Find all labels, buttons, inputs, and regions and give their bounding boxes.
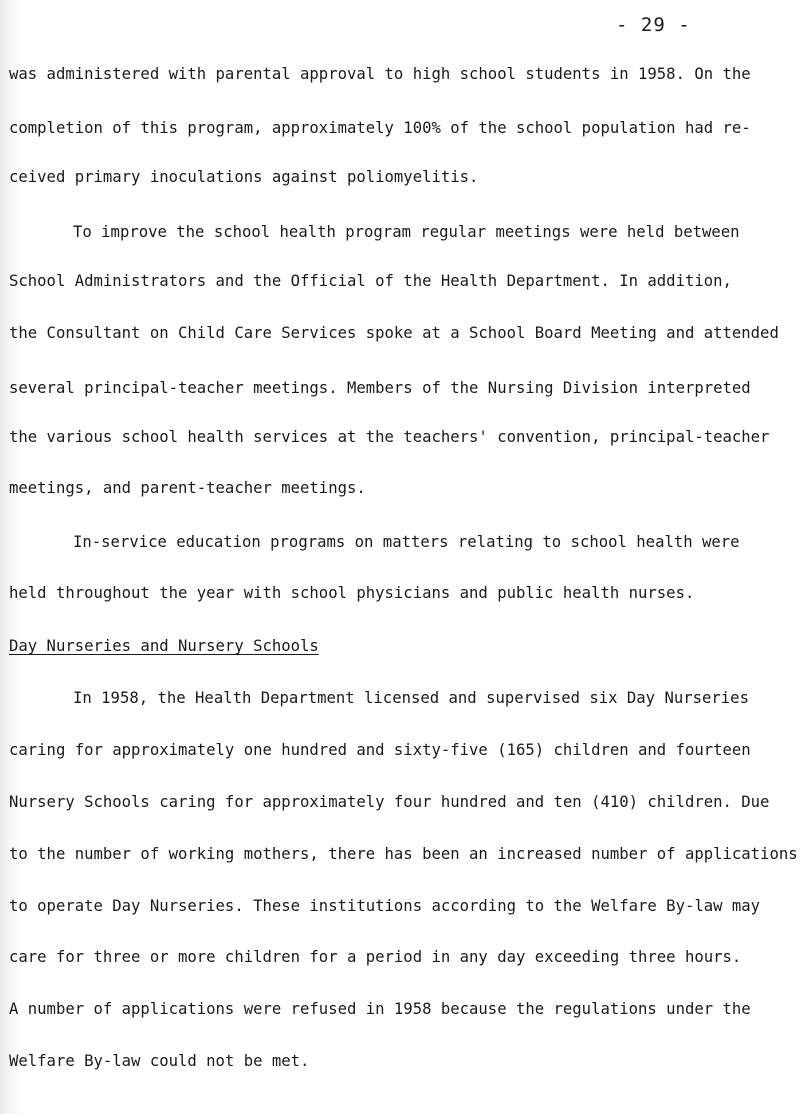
text-line: the Consultant on Child Care Services spoke at a School Board Meeting and attended [9,324,779,342]
text-line: was administered with parental approval to high school students in 1958. On the [9,65,751,83]
text-line: In-service education programs on matters relating to school health were [73,533,740,551]
text-line: several principal-teacher meetings. Members of the Nursing Division interpreted [9,379,751,397]
section-heading: Day Nurseries and Nursery Schools [9,637,319,655]
text-line: care for three or more children for a period in any day exceeding three hours. [9,948,742,966]
text-line: caring for approximately one hundred and sixty-five (165) children and fourteen [9,741,751,759]
text-line: the various school health services at the teachers' convention, principal-teacher [9,428,770,446]
text-line: ceived primary inoculations against poliomyelitis. [9,168,479,186]
page-number: - 29 - [616,14,691,36]
text-line: to the number of working mothers, there has been an increased number of applications [9,845,798,863]
text-line: meetings, and parent-teacher meetings. [9,479,366,497]
text-line: Nursery Schools caring for approximately four hundred and ten (410) children. Due [9,793,770,811]
text-line: to operate Day Nurseries. These institutions according to the Welfare By-law may [9,897,761,915]
text-line: Welfare By-law could not be met. [9,1052,310,1070]
text-line: completion of this program, approximately 100% of the school population had re- [9,119,751,137]
text-line: A number of applications were refused in 1958 because the regulations under the [9,1000,751,1018]
text-line: In 1958, the Health Department licensed and supervised six Day Nurseries [73,689,749,707]
text-line: School Administrators and the Official of the Health Department. In addition, [9,272,732,290]
text-line: To improve the school health program regular meetings were held between [73,223,740,241]
text-line: held throughout the year with school physicians and public health nurses. [9,584,695,602]
